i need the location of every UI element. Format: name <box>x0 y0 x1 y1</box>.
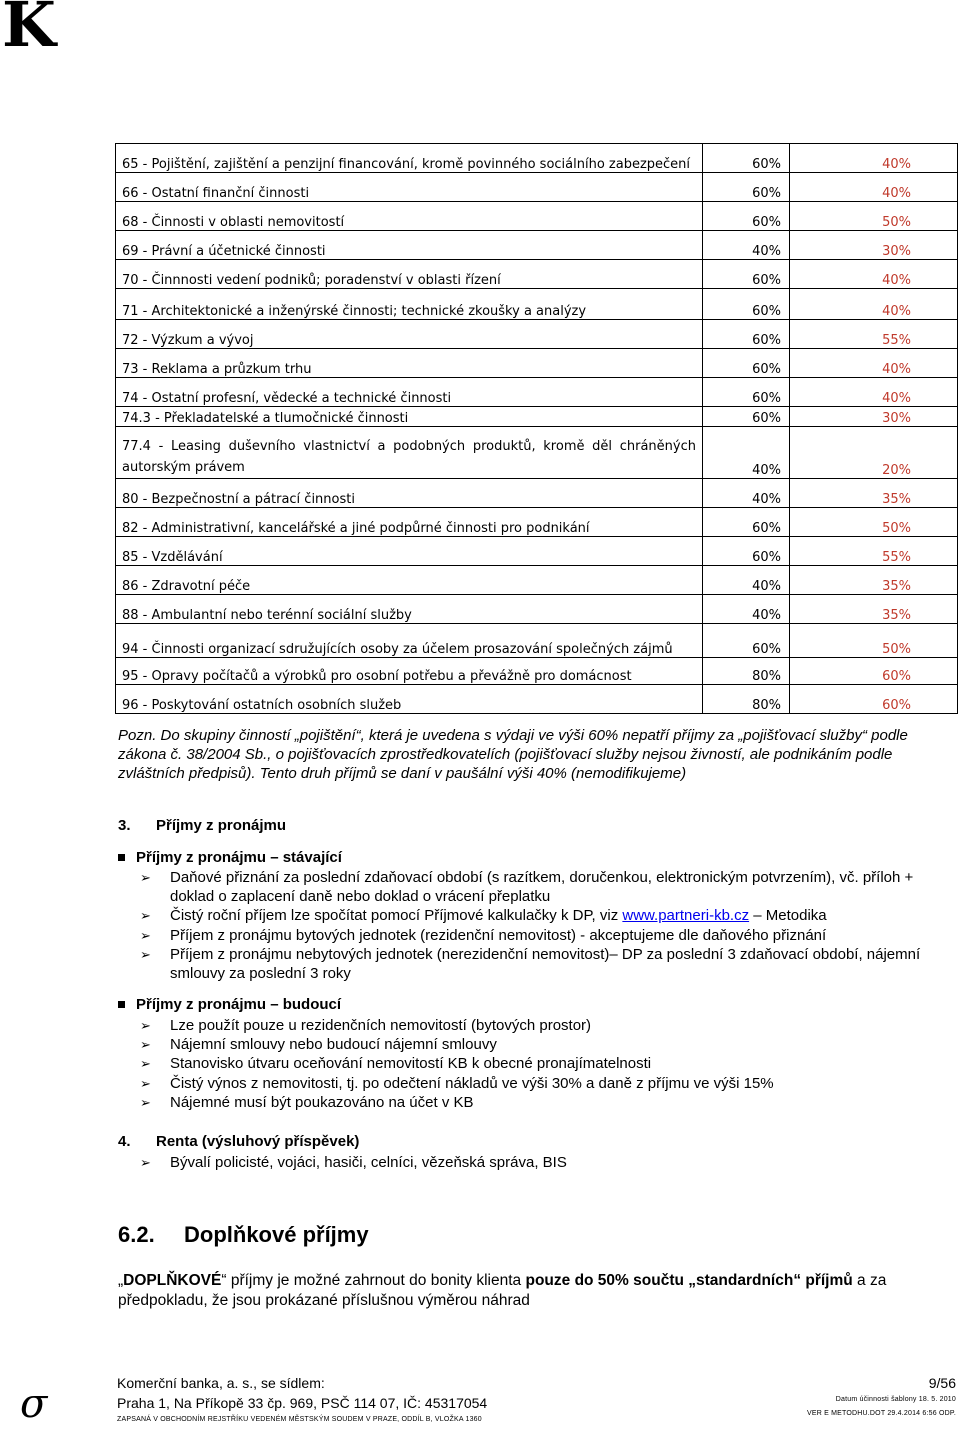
activity-cell: 74 - Ostatní profesní, vědecké a technické činnosti <box>116 378 703 407</box>
page-number: 9/56 <box>928 1375 956 1391</box>
percent-40-cell: 40% <box>790 173 958 202</box>
percent-40-cell: 40% <box>790 378 958 407</box>
activity-cell: 80 - Bezpečnostní a pátrací činnosti <box>116 479 703 508</box>
table-row <box>116 595 958 624</box>
list-item <box>140 1093 960 1112</box>
table-row <box>116 202 958 231</box>
footer-address: Praha 1, Na Příkopě 33 čp. 969, PSČ 114 07, IČ: 45317054 <box>117 1395 488 1411</box>
percent-60-cell: 60% <box>703 173 790 202</box>
activity-cell: 86 - Zdravotní péče <box>116 566 703 595</box>
note-paragraph: Pozn. Do skupiny činností „pojištění“, která je uvedena s výdaji ve výši 60% nepatří příjmy za „pojišťovací služby“ podle zákona č. 38/2004 Sb., o pojišťovacích zprostředkovatelích (pojišťovací služby nejsou živností, ale podnikáním podle zvláštních předpisů). Tento druh příjmů se daní v paušální výši 40% (nemodifikujeme) <box>118 727 908 782</box>
footer-registry: ZAPSANÁ V OBCHODNÍM REJSTŘÍKU VEDENÉM MĚSTSKÝM SOUDEM V PRAZE, ODDÍL B, VLOŽKA 1360 <box>117 1416 482 1423</box>
list-item <box>140 1054 960 1073</box>
activity-cell: 77.4 - Leasing duševního vlastnictví a podobných produktů, kromě děl chráněných autorským právem <box>116 427 703 479</box>
section-6-2-heading <box>118 1222 369 1248</box>
percent-60-cell: 80% <box>703 685 790 714</box>
activity-cell: 94 - Činnosti organizací sdružujících osoby za účelem prosazování společných zájmů <box>116 624 703 658</box>
percent-40-cell: 35% <box>790 479 958 508</box>
arrow-bullet-icon: ➢ <box>140 946 151 962</box>
para-text: „ <box>118 1272 124 1289</box>
percent-60-cell: 60% <box>703 537 790 566</box>
table-row <box>116 508 958 537</box>
percent-40-cell: 60% <box>790 658 958 685</box>
list-item-text: Čistý roční příjem lze spočítat pomocí Příjmové kalkulačky k DP, viz <box>170 907 623 925</box>
percent-40-cell: 55% <box>790 320 958 349</box>
percent-40-cell: 40% <box>790 289 958 320</box>
arrow-bullet-icon: ➢ <box>140 870 151 885</box>
percent-60-cell: 60% <box>703 624 790 658</box>
percent-40-cell: 50% <box>790 508 958 537</box>
table-row <box>116 378 958 407</box>
activity-cell: 70 - Činnnosti vedení podniků; poradenství v oblasti řízení <box>116 260 703 289</box>
table-row <box>116 566 958 595</box>
percent-60-cell: 40% <box>703 231 790 260</box>
bullet-current-rent <box>118 849 342 866</box>
percent-60-cell: 40% <box>703 427 790 479</box>
partneri-kb-link[interactable]: www.partneri-kb.cz <box>622 907 750 925</box>
para-text: “ příjmy je možné zahrnout do bonity klienta <box>221 1272 526 1289</box>
percent-60-cell: 60% <box>703 407 790 427</box>
percent-60-cell: 60% <box>703 260 790 289</box>
list-item <box>140 945 960 983</box>
percent-60-cell: 60% <box>703 320 790 349</box>
list-item-text: Nájemní smlouvy nebo budoucí nájemní smlouvy <box>170 1036 497 1054</box>
percent-60-cell: 60% <box>703 508 790 537</box>
arrow-bullet-icon: ➢ <box>140 1094 151 1110</box>
percent-40-cell: 40% <box>790 260 958 289</box>
percent-40-cell: 20% <box>790 427 958 479</box>
para-text: a za předpokladu, že jsou prokázané příslušnou výměrou náhrad <box>118 1272 887 1309</box>
list-item <box>140 868 960 906</box>
arrow-bullet-icon: ➢ <box>140 1037 151 1053</box>
arrow-bullet-icon: ➢ <box>140 1075 151 1091</box>
footer-version: VER E METODHU.DOT 29.4.2014 6:56 ODP. <box>806 1410 956 1417</box>
square-bullet-icon <box>118 854 125 861</box>
percent-60-cell: 40% <box>703 595 790 624</box>
percent-60-cell: 40% <box>703 479 790 508</box>
para-bold: pouze do 50% součtu „standardních“ příjmů <box>525 1272 853 1289</box>
percent-40-cell: 40% <box>790 349 958 378</box>
renta-list <box>140 1153 960 1172</box>
kb-sigma-logo: σ <box>20 1381 48 1427</box>
percent-40-cell: 30% <box>790 231 958 260</box>
arrow-bullet-icon: ➢ <box>140 1056 151 1072</box>
table-row <box>116 260 958 289</box>
list-item <box>140 1074 960 1093</box>
square-bullet-icon <box>118 1001 125 1008</box>
section-number: 6.2. <box>118 1222 155 1247</box>
activity-cell: 73 - Reklama a průzkum trhu <box>116 349 703 378</box>
list-item-text: – Metodika <box>749 907 827 925</box>
percent-40-cell: 35% <box>790 595 958 624</box>
table-row <box>116 624 958 658</box>
section-title: Renta (výsluhový příspěvek) <box>156 1133 360 1150</box>
para-bold: DOPLŇKOVÉ <box>123 1272 222 1289</box>
list-item <box>140 906 960 925</box>
percent-60-cell: 60% <box>703 289 790 320</box>
arrow-bullet-icon: ➢ <box>140 1155 151 1170</box>
section-title: Příjmy z pronájmu <box>156 817 287 834</box>
income-expense-table <box>115 143 958 714</box>
list-item <box>140 1153 960 1172</box>
list-item <box>140 1016 960 1035</box>
activity-cell: 96 - Poskytování ostatních osobních služeb <box>116 685 703 714</box>
table-row <box>116 231 958 260</box>
table-row <box>116 349 958 378</box>
table-row <box>116 658 958 685</box>
list-item <box>140 926 960 945</box>
percent-60-cell: 80% <box>703 658 790 685</box>
current-rent-list <box>140 868 960 983</box>
list-item-text: Příjem z pronájmu nebytových jednotek (nerezidenční nemovitost)– DP za poslední 3 zdaňovací období, nájemní smlouvy za poslední 3 roky <box>170 945 921 983</box>
section-title: Doplňkové příjmy <box>184 1222 369 1247</box>
activity-cell: 72 - Výzkum a vývoj <box>116 320 703 349</box>
list-item-text: Daňové přiznání za poslední zdaňovací období (s razítkem, doručenkou, elektronickým potvrzením), vč. příloh + doklad o zaplacení daně nebo doklad o vrácení přeplatku <box>170 869 914 906</box>
percent-60-cell: 60% <box>703 202 790 231</box>
bullet-future-rent <box>118 996 341 1013</box>
percent-40-cell: 40% <box>790 144 958 173</box>
percent-40-cell: 55% <box>790 537 958 566</box>
footer-company: Komerční banka, a. s., se sídlem: <box>117 1375 325 1391</box>
percent-40-cell: 30% <box>790 407 958 427</box>
table-row <box>116 407 958 427</box>
arrow-bullet-icon: ➢ <box>140 908 151 924</box>
future-rent-list <box>140 1016 960 1112</box>
list-item-text: Stanovisko útvaru oceňování nemovitostí KB k obecné pronajímatelnosti <box>170 1055 652 1073</box>
kb-logo: K <box>2 0 54 61</box>
activity-cell: 82 - Administrativní, kancelářské a jiné podpůrné činnosti pro podnikání <box>116 508 703 537</box>
list-item-text: Lze použít pouze u rezidenčních nemovitostí (bytových prostor) <box>170 1017 592 1034</box>
arrow-bullet-icon: ➢ <box>140 927 151 943</box>
activity-cell: 85 - Vzdělávání <box>116 537 703 566</box>
list-item-text: Čistý výnos z nemovitosti, tj. po odečtení nákladů ve výši 30% a daně z příjmu ve výši 15% <box>170 1074 774 1092</box>
percent-60-cell: 40% <box>703 566 790 595</box>
table-row <box>116 320 958 349</box>
list-item-text: Bývalí policisté, vojáci, hasiči, celníci, vězeňská správa, BIS <box>170 1154 567 1171</box>
table-row <box>116 479 958 508</box>
section-3-heading <box>118 817 286 834</box>
table-row <box>116 427 958 479</box>
activity-cell: 74.3 - Překladatelské a tlumočnické činnosti <box>116 407 703 427</box>
table-row <box>116 173 958 202</box>
percent-60-cell: 60% <box>703 349 790 378</box>
section-number: 3. <box>118 817 131 834</box>
list-item-text: Příjem z pronájmu bytových jednotek (rezidenční nemovitost) - akceptujeme dle daňového přiznání <box>170 926 827 944</box>
bullet-title: Příjmy z pronájmu – stávající <box>136 849 342 866</box>
activity-cell: 65 - Pojištění, zajištění a penzijní financování, kromě povinného sociálního zabezpečení <box>116 144 703 173</box>
table-row <box>116 144 958 173</box>
activity-cell: 66 - Ostatní finanční činnosti <box>116 173 703 202</box>
percent-40-cell: 50% <box>790 624 958 658</box>
percent-40-cell: 35% <box>790 566 958 595</box>
table-row <box>116 685 958 714</box>
activity-cell: 71 - Architektonické a inženýrské činnosti; technické zkoušky a analýzy <box>116 289 703 320</box>
percent-60-cell: 60% <box>703 378 790 407</box>
percent-40-cell: 60% <box>790 685 958 714</box>
activity-cell: 88 - Ambulantní nebo terénní sociální služby <box>116 595 703 624</box>
table-row <box>116 289 958 320</box>
activity-cell: 68 - Činnosti v oblasti nemovitostí <box>116 202 703 231</box>
bullet-title: Příjmy z pronájmu – budoucí <box>136 996 342 1013</box>
percent-40-cell: 50% <box>790 202 958 231</box>
section-number: 4. <box>118 1133 131 1150</box>
activity-cell: 95 - Opravy počítačů a výrobků pro osobní potřebu a převážně pro domácnost <box>116 658 703 685</box>
list-item-text: Nájemné musí být poukazováno na účet v KB <box>170 1093 474 1111</box>
supplementary-income-paragraph <box>118 1271 960 1311</box>
section-4-heading <box>118 1133 359 1150</box>
activity-cell: 69 - Právní a účetnické činnosti <box>116 231 703 260</box>
table-row <box>116 537 958 566</box>
list-item <box>140 1035 960 1054</box>
arrow-bullet-icon: ➢ <box>140 1018 151 1033</box>
footer-validity: Datum účinnosti šablony 18. 5. 2010 <box>835 1396 956 1403</box>
percent-60-cell: 60% <box>703 144 790 173</box>
